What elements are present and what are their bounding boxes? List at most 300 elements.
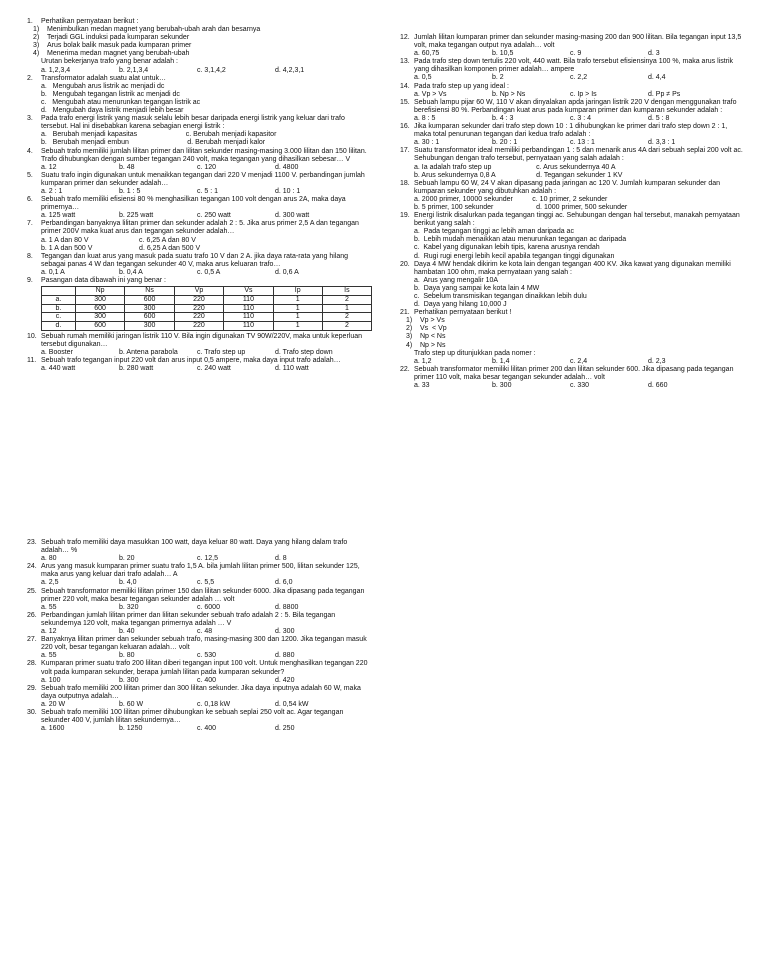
question-number: 13. <box>400 58 410 66</box>
data-table <box>41 286 372 331</box>
column-right <box>400 34 745 390</box>
question-stem <box>27 636 372 652</box>
question-28 <box>27 660 372 684</box>
answer-option: d. 2,3 <box>648 357 666 365</box>
question-number: 27. <box>27 636 37 644</box>
statement-number: 1) <box>33 26 40 34</box>
answer-option: a. 0,1 A <box>41 268 65 276</box>
question-stem <box>27 563 372 579</box>
table-cell: 110 <box>224 313 273 322</box>
question-number: 15. <box>400 98 410 106</box>
statement <box>27 42 372 50</box>
answer-option: d. 8 <box>275 555 287 563</box>
answer-option: c. 400 <box>197 725 217 733</box>
table-cell: 1 <box>322 304 371 313</box>
question-number: 25. <box>27 587 37 595</box>
question-text: Sebuah transformator memiliki lilitan primer 200 dan lilitan sekunder 600. Jika dipasang pada tegangan primer 110 volt, maka besar tegangan sekunder adalah… volt <box>414 365 734 381</box>
question-stem <box>400 83 745 91</box>
question-text: Pasangan data dibawah ini yang benar : <box>41 277 166 284</box>
question-text: Sebuah transformator memiliki lilitan primer 150 dan lilitan sekunder 6000. Jika dipasang pada tegangan primer 220 volt, maka besar tegangan sekunder adalah … volt <box>41 587 365 603</box>
question-stem <box>400 147 745 163</box>
answer-options <box>27 725 372 733</box>
answer-option: a. 2 : 1 <box>41 187 63 195</box>
question-stem <box>27 277 372 285</box>
answer-line: d. Rugi rugi energi lebih kecil apabila tegangan tinggi digunakan <box>414 252 615 260</box>
answer-option: c. 120 <box>197 163 217 171</box>
answer-line: c. Kabel yang digunakan lebih tipis, karena arusnya rendah <box>414 244 600 252</box>
question-27 <box>27 636 372 660</box>
question-text: Perbandingan jumlah lilitan primer dan lilitan sekunder sebuah trafo adalah 2 : 5. Bila tegangan sekundernya 120 volt, maka tegangan primernya adalah … V <box>41 611 336 627</box>
question-20 <box>400 261 745 310</box>
answer-options <box>27 677 372 685</box>
answer-option: d. 3,3 : 1 <box>648 139 676 147</box>
table-cell: 110 <box>224 295 273 304</box>
table-cell: 2 <box>322 313 371 322</box>
answer-options <box>27 269 372 277</box>
answer-option: a. 440 watt <box>41 365 76 373</box>
question-text: Transformator adalah suatu alat untuk… <box>41 74 167 82</box>
answer-option: d. 6,0 <box>275 579 293 587</box>
question-text: Banyaknya lilitan primer dan sekunder sebuah trafo, masing-masing 300 dan 1200. Jika tegangan masuk 220 volt, besar tegangan keluaran adalah… volt <box>41 636 367 652</box>
question-text: Jika kumparan sekunder dari trafo step down 10 : 1 dihubungkan ke primer dari trafo step down 2 : 1, maka total penurunan tegangan dari kedua trafo adalah : <box>414 123 728 139</box>
answer-option: d. 3 <box>648 50 660 58</box>
answer-line: b. 1 A dan 500 V d. 6,25 A dan 500 V <box>41 244 201 252</box>
question-stem <box>27 172 372 188</box>
answer-option: a. Booster <box>41 349 73 357</box>
answer-option: c. 5 : 1 <box>197 187 219 195</box>
column-bottom <box>27 539 372 733</box>
question-number: 12. <box>400 34 410 41</box>
answer-line: d. Daya yang hilang 10,000 J <box>414 301 507 309</box>
question-25 <box>27 588 372 612</box>
answer-line: c. Mengubah atau menurunkan tegangan listrik ac <box>41 98 201 106</box>
answer-options <box>27 579 372 587</box>
question-number: 11. <box>27 357 37 365</box>
answer-options <box>27 349 372 357</box>
answer-option: b. 1,4 <box>492 357 510 365</box>
answer-option: a. 100 <box>41 676 61 684</box>
question-number: 5. <box>27 171 33 179</box>
question-stem <box>27 253 372 269</box>
answer-option: c. 12,5 <box>197 555 219 563</box>
answer-option: b. 225 watt <box>119 212 154 220</box>
table-cell: 600 <box>125 295 174 304</box>
answer-options <box>400 50 745 58</box>
question-stem <box>400 309 745 317</box>
question-number: 2. <box>27 74 33 82</box>
question-29 <box>27 685 372 709</box>
statement-text: Vs < Vp <box>420 325 447 333</box>
question-number: 1. <box>27 18 33 25</box>
question-12 <box>400 34 745 58</box>
table-cell: b. <box>42 304 76 313</box>
answer-option: a. Vp > Vs <box>414 90 447 98</box>
answer-option: d. 4,4 <box>648 74 666 82</box>
statement-text: Arus bolak balik masuk pada kumparan primer <box>47 42 192 50</box>
answer-option: b. 1 : 5 <box>119 187 141 195</box>
question-6 <box>27 196 372 220</box>
answer-line: b. Daya yang sampai ke kota lain 4 MW <box>414 284 540 292</box>
column-left <box>27 18 372 374</box>
question-stem <box>27 685 372 701</box>
question-text: Arus yang masuk kumparan primer suatu trafo 1,5 A. bila jumlah lilitan primer 500, lilitan sekunder 125, maka arus yang keluar dari trafo adalah… A <box>41 563 360 579</box>
answer-option: d. 110 watt <box>275 365 309 373</box>
question-26 <box>27 612 372 636</box>
statement <box>27 26 372 34</box>
table-cell: 600 <box>125 313 174 322</box>
question-number: 22. <box>400 365 410 373</box>
answer-option: a. 30 : 1 <box>414 139 440 147</box>
answer-option: b. 40 <box>119 628 135 636</box>
answer-option: b. Antena parabola <box>119 349 178 357</box>
answer-option: c. 240 watt <box>197 365 231 373</box>
statement-number: 2) <box>33 34 40 42</box>
answer-option: d. 300 <box>275 628 295 636</box>
answer-option: d. 0,54 kW <box>275 700 309 708</box>
question-stem <box>400 261 745 277</box>
answer-option: c. 6000 <box>197 603 220 611</box>
question-number: 10. <box>27 333 37 341</box>
answer-line: c. Sebelum transmisikan tegangan dinaikkan lebih dulu <box>414 293 587 300</box>
answer-line: b. Lebih mudah menaikkan atau menurunkan tegangan ac daripada <box>414 236 627 244</box>
answer-line: b. Arus sekundernya 0,8 A d. Tegangan sekunder 1 KV <box>414 171 623 179</box>
question-text: Daya 4 MW hendak dikirim ke kota lain dengan tegangan 400 KV. Jika kawat yang digunakan memiliki hambatan 100 ohm, maka pernyataan yang salah : <box>414 260 731 276</box>
answer-option: a. 55 <box>41 603 57 611</box>
table-cell: 110 <box>224 304 273 313</box>
question-stem <box>400 180 745 196</box>
answer-line: a. Mengubah arus listrik ac menjadi dc <box>41 82 165 90</box>
answer-option: d. 660 <box>648 382 668 390</box>
question-4 <box>27 148 372 172</box>
answer-option: b. 10,5 <box>492 50 514 58</box>
table-cell: d. <box>42 322 76 331</box>
answer-options <box>400 91 745 99</box>
question-22 <box>400 366 745 390</box>
table-cell: 600 <box>75 322 124 331</box>
answer-option: c. 0,18 kW <box>197 700 231 708</box>
answer-option: b. 80 <box>119 652 135 660</box>
answer-option: a. 20 W <box>41 700 66 708</box>
question-number: 9. <box>27 277 33 284</box>
answer-line: a. Arus yang mengalir 10A <box>414 276 499 284</box>
statement-number: 3) <box>33 42 40 50</box>
question-stem <box>400 123 745 139</box>
question-stem <box>27 148 372 164</box>
answer-option: c. 2,4 <box>570 357 588 365</box>
question-9 <box>27 277 372 331</box>
table-row <box>42 313 372 322</box>
statement <box>400 325 745 333</box>
answer-option: d. 880 <box>275 652 295 660</box>
answer-option: c. 3 : 4 <box>570 114 592 122</box>
table-cell: 2 <box>322 322 371 331</box>
question-number: 23. <box>27 539 37 546</box>
question-stem <box>27 357 372 365</box>
table-cell: 220 <box>174 322 223 331</box>
answer-option: c. 48 <box>197 628 213 636</box>
answer-options <box>27 604 372 612</box>
table-cell: 1 <box>273 304 322 313</box>
statement-number: 2) <box>406 325 413 333</box>
answer-options <box>400 382 745 390</box>
table-row <box>42 304 372 313</box>
table-header-cell: Vp <box>174 287 223 296</box>
question-text: Sebuah lampu 60 W, 24 V akan dipasang pada jaringan ac 120 V. Jumlah kumparan sekunder dan kumparan sekunder yang dibutuhkan adalah : <box>414 179 721 195</box>
question-stem <box>27 539 372 555</box>
answer-option: c. 2,2 <box>570 74 588 82</box>
question-8 <box>27 253 372 277</box>
answer-option: b. 320 <box>119 603 139 611</box>
table-cell: 1 <box>273 313 322 322</box>
table-header-cell: Np <box>75 287 124 296</box>
answer-option: c. Ip > Is <box>570 90 597 98</box>
question-prompt: Urutan bekerjanya trafo yang benar adalah : <box>41 58 178 66</box>
question-stem <box>27 333 372 349</box>
answer-option: a. 0,5 <box>414 74 432 82</box>
table-cell: 220 <box>174 313 223 322</box>
table-cell: 1 <box>273 295 322 304</box>
question-number: 30. <box>27 708 37 716</box>
question-stem <box>400 366 745 382</box>
answer-options <box>27 652 372 660</box>
answer-option: d. 300 watt <box>275 212 310 220</box>
question-text: Sebuah trafo memiliki daya masukkan 100 watt, daya keluar 80 watt. Daya yang hilang dalam trafo adalah… % <box>41 539 348 555</box>
answer-option: a. 1600 <box>41 725 65 733</box>
question-number: 14. <box>400 82 410 90</box>
question-text: Suatu trafo ingin digunakan untuk menaikkan tegangan dari 220 V menjadi 1100 V. perbandingan jumlah kumparan primer dan sekunder adalah… <box>41 171 365 187</box>
answer-line: a. 1 A dan 80 V c. 6,25 A dan 80 V <box>41 236 196 244</box>
question-number: 7. <box>27 220 33 228</box>
answer-option: b. 4 : 3 <box>492 114 514 122</box>
question-text: Perhatikan pernyataan berikut : <box>41 18 139 25</box>
answer-option: b. 2 <box>492 74 504 82</box>
answer-option: b. Np > Ns <box>492 90 526 98</box>
answer-option: c. 400 <box>197 676 217 684</box>
question-text: Sebuah trafo memiliki 200 lilitan primer dan 300 lilitan sekunder. Jika daya inputnya adalah 60 W, maka daya outputnya adalah… <box>41 684 361 700</box>
answer-option: a. 2,5 <box>41 579 59 587</box>
question-10 <box>27 333 372 357</box>
question-number: 24. <box>27 563 37 571</box>
question-text: Sebuah lampu pijar 60 W, 110 V akan dinyalakan apda jaringan listrik 220 V dengan menggunakan trafo berefisiensi 80 %. Perbandingan kuat arus pada kumparan primer dan kumparan sekunder adalah : <box>414 98 737 114</box>
answer-line: b. 5 primer, 100 sekunder d. 1000 primer, 500 sekunder <box>414 203 628 211</box>
answer-options <box>400 358 745 366</box>
statement <box>400 342 745 350</box>
answer-option: d. Trafo step down <box>275 349 333 357</box>
question-stem <box>27 612 372 628</box>
table-cell: 220 <box>174 295 223 304</box>
answer-option: a. 12 <box>41 628 57 636</box>
answer-option: b. 300 <box>492 382 512 390</box>
answer-option: a. 8 : 5 <box>414 114 436 122</box>
answer-line: b. Berubah menjadi embun d. Berubah menjadi kalor <box>41 139 266 147</box>
question-text: Suatu transformator ideal memiliki perbandingan 1 : 5 dan menarik arus 4A dari sebuah seplai 200 volt ac. Sehubungan dengan trafo tersebut, pernyataan yang salah adalah : <box>414 147 743 163</box>
question-24 <box>27 563 372 587</box>
answer-option: a. 80 <box>41 555 57 563</box>
statement-text: Terjadi GGL induksi pada kumparan sekunder <box>47 34 190 42</box>
answer-line: b. Mengubah tegangan listrik ac menjadi dc <box>41 90 180 98</box>
statement-number: 3) <box>406 333 413 341</box>
question-21 <box>400 309 745 366</box>
question-11 <box>27 357 372 373</box>
question-23 <box>27 539 372 563</box>
statement-text: Np > Ns <box>420 341 446 349</box>
table-header-cell: Is <box>322 287 371 296</box>
answer-option: a. 33 <box>414 382 430 390</box>
question-19 <box>400 212 745 261</box>
table-row <box>42 322 372 331</box>
question-stem <box>400 212 745 228</box>
question-stem <box>27 709 372 725</box>
answer-line: d. Mengubah daya listrik menjadi lebih besar <box>41 107 184 115</box>
question-text: Sebuah trafo tegangan input 220 volt dan arus input 0,5 ampere, maka daya input trafo adalah… <box>41 357 341 365</box>
answer-line: a. Berubah menjadi kapasitas c. Berubah menjadi kapasitor <box>41 131 277 139</box>
question-number: 19. <box>400 212 410 220</box>
answer-option: c. 5,5 <box>197 579 215 587</box>
question-15 <box>400 99 745 123</box>
answer-options <box>400 74 745 82</box>
answer-option: d. 0,6 A <box>275 268 299 276</box>
question-text: Sebuah trafo memiliki efisiensi 80 % menghasilkan tegangan 100 volt dengan arus 2A, maka daya primernya… <box>41 196 346 212</box>
question-number: 6. <box>27 196 33 204</box>
table-row <box>42 295 372 304</box>
answer-line: a. Pada tegangan tinggi ac lebih aman daripada ac <box>414 228 574 236</box>
answer-option: c. 3,1,4,2 <box>197 66 226 74</box>
answer-option: d. 4,2,3,1 <box>275 66 305 74</box>
table-header-row <box>42 287 372 296</box>
answer-option: b. 60 W <box>119 700 144 708</box>
question-text: Perbandingan banyaknya lilitan primer dan sekunder adalah 2 : 5. Jika arus primer 2,5 A dan tegangan primer 200V maka kuat arus dan tegangan sekunder adalah… <box>41 220 359 236</box>
table-cell: 300 <box>125 322 174 331</box>
answer-option: d. 10 : 1 <box>275 187 301 195</box>
answer-options <box>27 365 372 373</box>
answer-option: c. 530 <box>197 652 217 660</box>
question-2 <box>27 75 372 115</box>
answer-option: b. 300 <box>119 676 139 684</box>
answer-option: c. 250 watt <box>197 212 231 220</box>
statement <box>400 317 745 325</box>
statement-text: Np < Ns <box>420 333 446 341</box>
answer-options <box>27 701 372 709</box>
question-14 <box>400 83 745 99</box>
answer-option: b. 280 watt <box>119 365 154 373</box>
table-cell: 110 <box>224 322 273 331</box>
question-number: 21. <box>400 309 410 317</box>
answer-option: a. 1,2 <box>414 357 432 365</box>
answer-options <box>400 115 745 123</box>
answer-option: a. 125 watt <box>41 212 76 220</box>
question-number: 17. <box>400 147 410 155</box>
table-cell: 220 <box>174 304 223 313</box>
answer-option: a. 1,2,3,4 <box>41 66 71 74</box>
answer-options <box>400 139 745 147</box>
statement <box>27 34 372 42</box>
question-number: 3. <box>27 115 33 123</box>
table-header-cell: Vs <box>224 287 273 296</box>
question-text: Pada trafo step up yang ideal : <box>414 82 509 90</box>
table-cell: 600 <box>75 304 124 313</box>
question-stem <box>27 588 372 604</box>
question-text: Sebuah rumah memiliki jaringan listrik 110 V. Bila ingin digunakan TV 90W/220V, maka untuk keperluan tersebut digunakan… <box>41 333 363 349</box>
question-stem <box>400 58 745 74</box>
question-text: Sebuah trafo memiliki 100 lilitan primer dihubungkan ke sebuah seplai 250 volt ac. Agar tegangan sekunder 400 V, jumlah lilitan sekundernya… <box>41 708 344 725</box>
answer-option: b. 4,0 <box>119 579 137 587</box>
question-text: Perhatikan pernyataan berikut ! <box>414 309 512 317</box>
answer-option: a. 60,75 <box>414 50 440 58</box>
statement-text: Menimbulkan medan magnet yang berubah-ubah arah dan besarnya <box>47 26 261 34</box>
answer-option: d. 4800 <box>275 163 299 171</box>
table-cell: 300 <box>75 313 124 322</box>
question-text: Kumparan primer suatu trafo 200 lilitan diberi tegangan input 100 volt. Untuk menghasilkan tegangan 220 volt pada kumparan sekunder, berapa jumlah lilitan pada kumparan sekunder? <box>41 660 368 676</box>
answer-options <box>27 555 372 563</box>
question-number: 8. <box>27 252 33 260</box>
answer-option: c. Trafo step up <box>197 349 246 357</box>
answer-option: c. 9 <box>570 50 582 58</box>
answer-options <box>27 67 372 75</box>
table-cell: 300 <box>75 295 124 304</box>
table-cell: a. <box>42 295 76 304</box>
question-text: Tegangan dan kuat arus yang masuk pada suatu trafo 10 V dan 2 A. jika daya rata-rata yang hilang sebagai panas 4 W dan tegangan sekunder 40 V, maka arus keluaran trafo… <box>41 252 349 268</box>
answer-option: d. 420 <box>275 676 295 684</box>
answer-option: d. Pp ≠ Ps <box>648 90 681 98</box>
question-number: 18. <box>400 179 410 187</box>
question-stem <box>27 660 372 676</box>
answer-option: c. 13 : 1 <box>570 139 595 147</box>
statement <box>400 333 745 341</box>
statement <box>27 50 372 58</box>
answer-option: d. 250 <box>275 725 295 733</box>
answer-option: a. 55 <box>41 652 57 660</box>
question-number: 16. <box>400 123 410 131</box>
answer-options <box>27 628 372 636</box>
question-18 <box>400 180 745 212</box>
table-cell: 2 <box>322 295 371 304</box>
question-5 <box>27 172 372 196</box>
statement-number: 4) <box>406 341 413 349</box>
question-stem <box>400 99 745 115</box>
question-number: 4. <box>27 147 33 155</box>
question-text: Jumlah lilitan kumparan primer dan sekunder masing-masing 200 dan 900 lilitan. Bila tegangan input 13,5 volt, maka tegangan output nya adalah… volt <box>414 34 742 50</box>
answer-options <box>27 164 372 172</box>
answer-option: b. 0,4 A <box>119 268 143 276</box>
question-number: 28. <box>27 660 37 668</box>
question-3 <box>27 115 372 147</box>
table-cell: 300 <box>125 304 174 313</box>
answer-option: b. 20 : 1 <box>492 139 518 147</box>
question-number: 20. <box>400 260 410 268</box>
answer-option: b. 20 <box>119 555 135 563</box>
question-text: Sebuah trafo memiliki jumlah lilitan primer dan lilitan sekunder masing-masing 3.000 lilitan dan 150 lilitan. Trafo dihubungkan dengan sumber tegangan 240 volt, maka tegangan yang dihasilkan sebesar… V <box>41 147 367 163</box>
question-prompt: Trafo step up ditunjukkan pada nomer : <box>414 349 536 357</box>
question-13 <box>400 58 745 82</box>
question-text: Pada trafo energi listrik yang masuk selalu lebih besar daripada energi listrik yang keluar dari trafo tersebut. Hal ini disebabkan karena sebagian energi listrik : <box>41 115 345 131</box>
question-number: 26. <box>27 611 37 619</box>
question-30 <box>27 709 372 733</box>
table-header-cell: Ip <box>273 287 322 296</box>
answer-option: c. 0,5 A <box>197 268 221 276</box>
statement-number: 1) <box>406 317 413 325</box>
question-text: Energi listrik disalurkan pada tegangan tinggi ac. Sehubungan dengan hal tersebut, manakah pernyataan berikut yang salah : <box>414 212 740 228</box>
answer-options <box>27 188 372 196</box>
question-7 <box>27 220 372 252</box>
table-header-cell: Ns <box>125 287 174 296</box>
answer-option: b. 2,1,3,4 <box>119 66 149 74</box>
question-1 <box>27 18 372 75</box>
question-17 <box>400 147 745 179</box>
question-stem <box>27 115 372 131</box>
answer-option: d. 8800 <box>275 603 299 611</box>
answer-option: b. 1250 <box>119 725 143 733</box>
answer-options <box>27 212 372 220</box>
